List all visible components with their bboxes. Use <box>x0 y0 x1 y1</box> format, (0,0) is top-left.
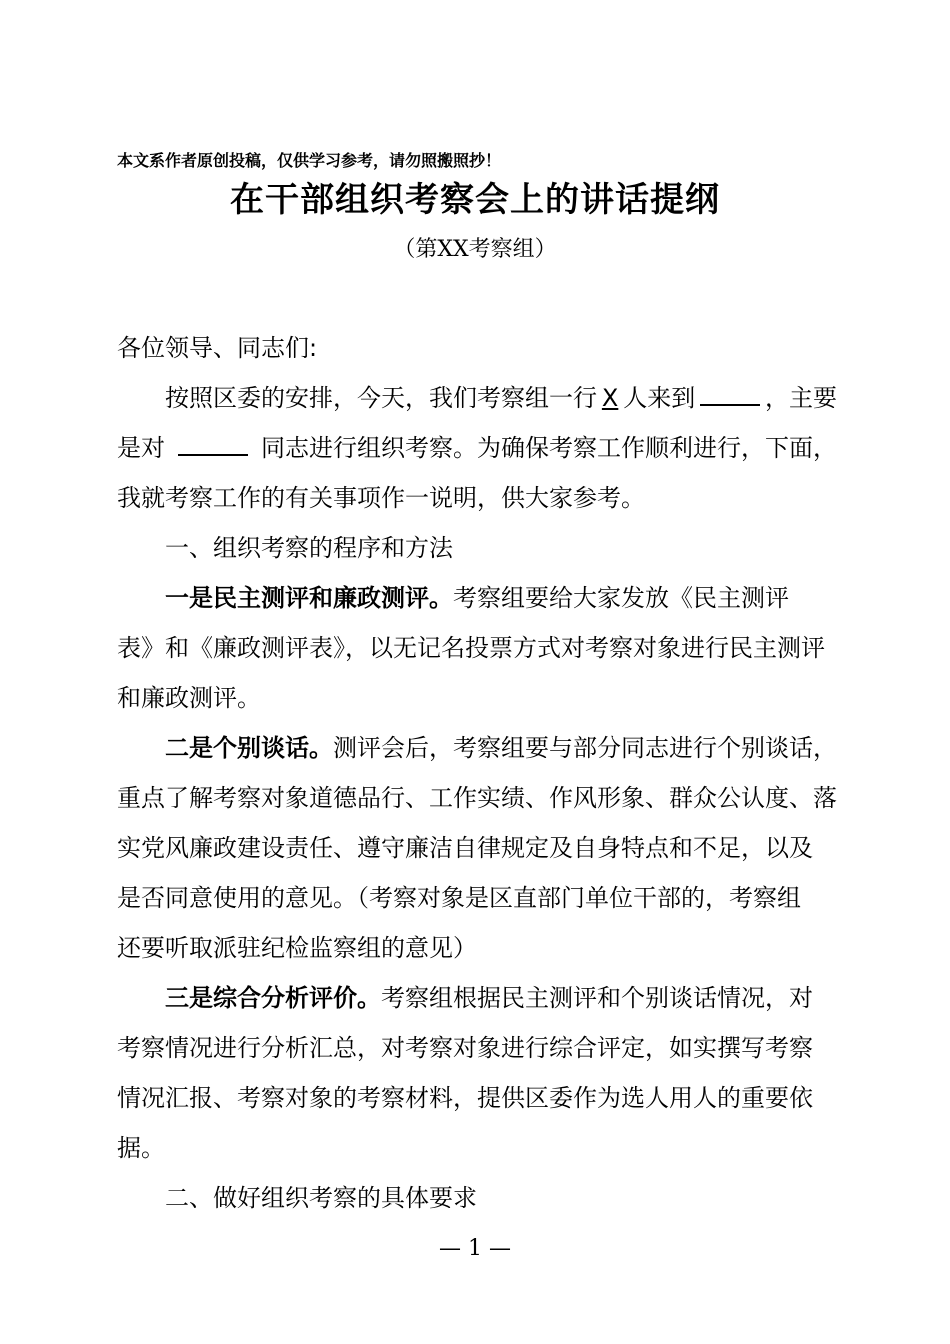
item-1-line-2: 表》和《廉政测评表》，以无记名投票方式对考察对象进行民主测评 <box>117 634 825 662</box>
person-count: X <box>601 384 619 412</box>
greeting: 各位领导、同志们: <box>117 334 318 362</box>
item-1-lead: 一是民主测评和廉政测评。 <box>165 584 453 612</box>
item-3-line-2: 考察情况进行分析汇总，对考察对象进行综合评定，如实撰写考察 <box>117 1034 813 1062</box>
page-number: — 1 — <box>439 1236 511 1261</box>
intro-text: 按照区委的安排，今天，我们考察组一行 <box>165 384 597 412</box>
page-subtitle: （第XX考察组） <box>393 237 557 262</box>
intro-text: 人来到 <box>623 384 696 412</box>
item-2-line-3: 实党风廉政建设责任、遵守廉洁自律规定及自身特点和不足，以及 <box>117 834 813 862</box>
section-heading-1: 一、组织考察的程序和方法 <box>165 534 453 562</box>
copyright-notice: 本文系作者原创投稿，仅供学习参考，请勿照搬照抄！ <box>117 151 502 170</box>
item-1-text: 考察组要给大家发放《民主测评 <box>453 584 789 612</box>
item-3-line-3: 情况汇报、考察对象的考察材料，提供区委作为选人用人的重要依 <box>117 1084 813 1112</box>
item-1-line-3: 和廉政测评。 <box>117 684 261 712</box>
item-2-line-5: 还要听取派驻纪检监察组的意见） <box>117 934 477 962</box>
page-title: 在干部组织考察会上的讲话提纲 <box>230 180 720 220</box>
item-3-lead: 三是综合分析评价。 <box>165 984 381 1012</box>
name-blank <box>178 432 248 456</box>
item-3-text: 考察组根据民主测评和个别谈话情况，对 <box>381 984 813 1012</box>
item-1-line-1 <box>165 582 837 614</box>
intro-line-3: 我就考察工作的有关事项作一说明，供大家参考。 <box>117 484 645 512</box>
item-2-line-4: 是否同意使用的意见。（考察对象是区直部门单位干部的，考察组 <box>117 884 801 912</box>
intro-text: ，主要 <box>764 384 837 412</box>
item-3-line-4: 据。 <box>117 1134 165 1162</box>
item-3-line-1 <box>165 982 837 1014</box>
item-2-line-2: 重点了解考察对象道德品行、工作实绩、作风形象、群众公认度、落 <box>117 784 837 812</box>
item-2-text: 测评会后，考察组要与部分同志进行个别谈话， <box>333 734 837 762</box>
section-heading-2: 二、做好组织考察的具体要求 <box>165 1184 477 1212</box>
intro-line-2 <box>117 432 837 464</box>
intro-text: 是对 <box>117 434 165 462</box>
location-blank <box>700 382 760 406</box>
intro-line-1 <box>165 382 837 414</box>
item-2-line-1 <box>165 732 837 764</box>
item-2-lead: 二是个别谈话。 <box>165 734 333 762</box>
intro-text: 同志进行组织考察。为确保考察工作顺利进行，下面， <box>261 434 837 462</box>
